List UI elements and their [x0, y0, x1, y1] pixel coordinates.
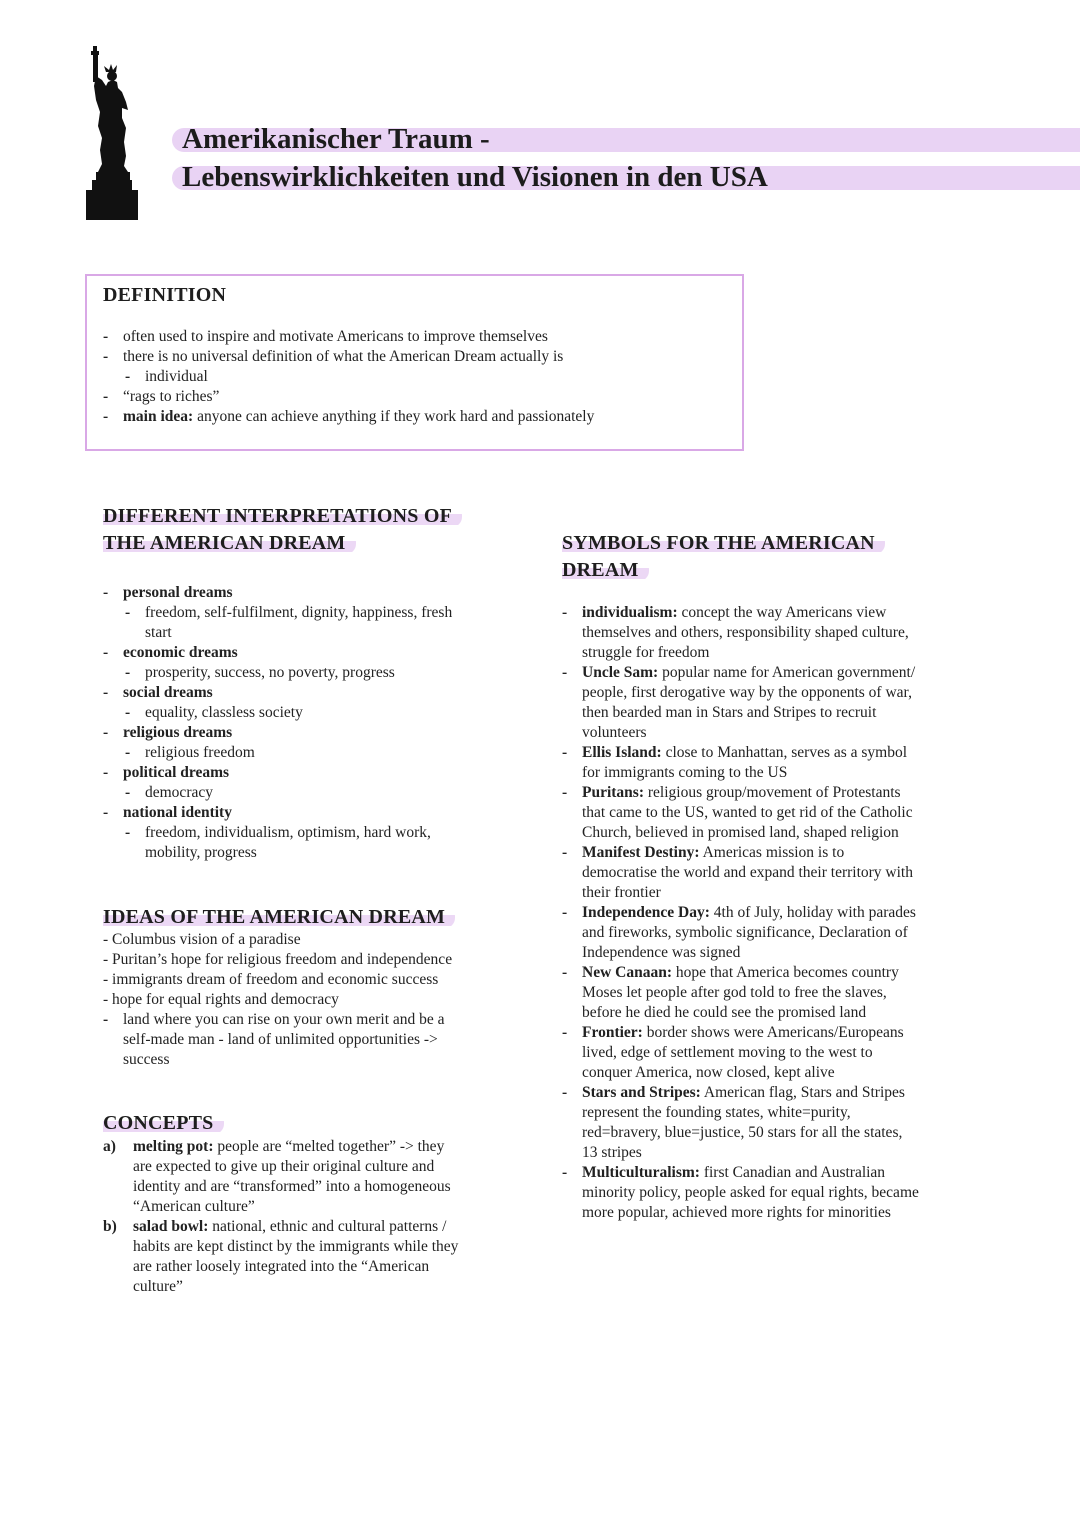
list-item: identity and are “transformed” into a homogeneous — [133, 1178, 451, 1195]
list-item — [103, 407, 733, 427]
list-item: volunteers — [582, 724, 647, 741]
list-item: - Manifest Destiny: Americas mission is to — [562, 843, 992, 863]
list-item: Moses let people after god told to free the slaves, — [582, 984, 887, 1001]
page-title-line-2: Lebenswirklichkeiten und Visionen in den USA — [172, 162, 1080, 192]
list-item: - “rags to riches” — [103, 387, 733, 407]
list-item: - freedom, individualism, optimism, hard work, — [103, 823, 523, 843]
list-item: - prosperity, success, no poverty, progress — [103, 663, 523, 683]
list-item: before he died he could see the promised land — [582, 1004, 867, 1021]
list-item: habits are kept distinct by the immigrants while they — [133, 1238, 459, 1255]
list-item: minority policy, people asked for equal rights, became — [582, 1184, 919, 1201]
list-item: - immigrants dream of freedom and economic success — [103, 971, 439, 988]
list-item: - national identity — [103, 803, 523, 823]
list-item: democratise the world and expand their territory with — [582, 864, 913, 881]
list-item: - hope for equal rights and democracy — [103, 991, 339, 1008]
list-item: - equality, classless society — [103, 703, 523, 723]
interpretations-heading: DIFFERENT INTERPRETATIONS OF THE AMERICAN DREAM — [103, 503, 462, 557]
list-item: are expected to give up their original culture and — [133, 1158, 435, 1175]
list-item: “American culture” — [133, 1198, 255, 1215]
list-item: a) melting pot: people are “melted together” -> they — [103, 1137, 533, 1157]
list-item: - Puritan’s hope for religious freedom and independence — [103, 951, 453, 968]
list-item: conquer America, now closed, kept alive — [582, 1064, 835, 1081]
list-item: lived, edge of settlement moving to the west to — [582, 1044, 873, 1061]
list-item: - Independence Day: 4th of July, holiday with parades — [562, 903, 992, 923]
definition-list — [103, 327, 733, 427]
list-item: represent the founding states, white=purity, — [582, 1104, 851, 1121]
list-item: - personal dreams — [103, 583, 523, 603]
melting-pot-term: melting pot: — [133, 1138, 214, 1155]
list-item: start — [145, 624, 172, 641]
page-title-line-1: Amerikanischer Traum - — [172, 124, 1080, 154]
list-item: 13 stripes — [582, 1144, 642, 1161]
main-idea-text: anyone can achieve anything if they work hard and passionately — [197, 408, 595, 425]
list-item: themselves and others, responsibility shaped culture, — [582, 624, 909, 641]
list-item: success — [123, 1051, 170, 1068]
list-item: for immigrants coming to the US — [582, 764, 788, 781]
list-item: self-made man - land of unlimited opportunities -> — [123, 1031, 438, 1048]
list-item: - political dreams — [103, 763, 523, 783]
list-item: - often used to inspire and motivate Americans to improve themselves — [103, 327, 733, 347]
symbols-heading: SYMBOLS FOR THE AMERICAN DREAM — [562, 530, 885, 584]
list-item: - Ellis Island: close to Manhattan, serves as a symbol — [562, 743, 992, 763]
list-item: - there is no universal definition of what the American Dream actually is — [103, 347, 733, 367]
list-item: Independence was signed — [582, 944, 741, 961]
list-item: - Stars and Stripes: American flag, Stars and Stripes — [562, 1083, 992, 1103]
list-item: struggle for freedom — [582, 644, 710, 661]
list-item: - social dreams — [103, 683, 523, 703]
list-item: - individualism: concept the way Americans view — [562, 603, 992, 623]
list-item: their frontier — [582, 884, 661, 901]
list-item: are rather loosely integrated into the “American — [133, 1258, 430, 1275]
list-item: - land where you can rise on your own merit and be a — [103, 1010, 533, 1030]
list-item: and fireworks, symbolic significance, Declaration of — [582, 924, 908, 941]
concepts-list — [103, 1137, 533, 1297]
list-item: that came to the US, wanted to get rid of the Catholic — [582, 804, 913, 821]
salad-bowl-term: salad bowl: — [133, 1218, 209, 1235]
symbols-list — [562, 603, 992, 1223]
list-item: - individual — [103, 367, 733, 387]
list-item: more popular, achieved more rights for minorities — [582, 1204, 891, 1221]
list-item: - democracy — [103, 783, 523, 803]
list-item: people, first derogative way by the opponents of war, — [582, 684, 912, 701]
list-item: - Puritans: religious group/movement of Protestants — [562, 783, 992, 803]
interpretations-list — [103, 583, 523, 863]
list-item: - Multiculturalism: first Canadian and Australian — [562, 1163, 992, 1183]
list-item: Church, believed in promised land, shaped religion — [582, 824, 899, 841]
list-item: - Uncle Sam: popular name for American government/ — [562, 663, 992, 683]
list-item: - Frontier: border shows were Americans/Europeans — [562, 1023, 992, 1043]
list-item: mobility, progress — [145, 844, 257, 861]
list-item: b) salad bowl: national, ethnic and cultural patterns / — [103, 1217, 533, 1237]
list-item: - freedom, self-fulfilment, dignity, happiness, fresh — [103, 603, 523, 623]
ideas-heading: IDEAS OF THE AMERICAN DREAM — [103, 904, 455, 931]
statue-of-liberty-icon — [84, 46, 140, 220]
list-item: - Columbus vision of a paradise — [103, 931, 301, 948]
list-item: then bearded man in Stars and Stripes to recruit — [582, 704, 877, 721]
ideas-list — [103, 930, 533, 1070]
definition-heading: DEFINITION — [103, 284, 227, 306]
main-idea-term: main idea: — [123, 408, 194, 425]
list-item: culture” — [133, 1278, 183, 1295]
list-item: - religious freedom — [103, 743, 523, 763]
list-item: - New Canaan: hope that America becomes country — [562, 963, 992, 983]
list-item: - economic dreams — [103, 643, 523, 663]
concepts-heading: CONCEPTS — [103, 1110, 224, 1137]
list-item: - religious dreams — [103, 723, 523, 743]
list-item: red=bravery, blue=justice, 50 stars for all the states, — [582, 1124, 903, 1141]
